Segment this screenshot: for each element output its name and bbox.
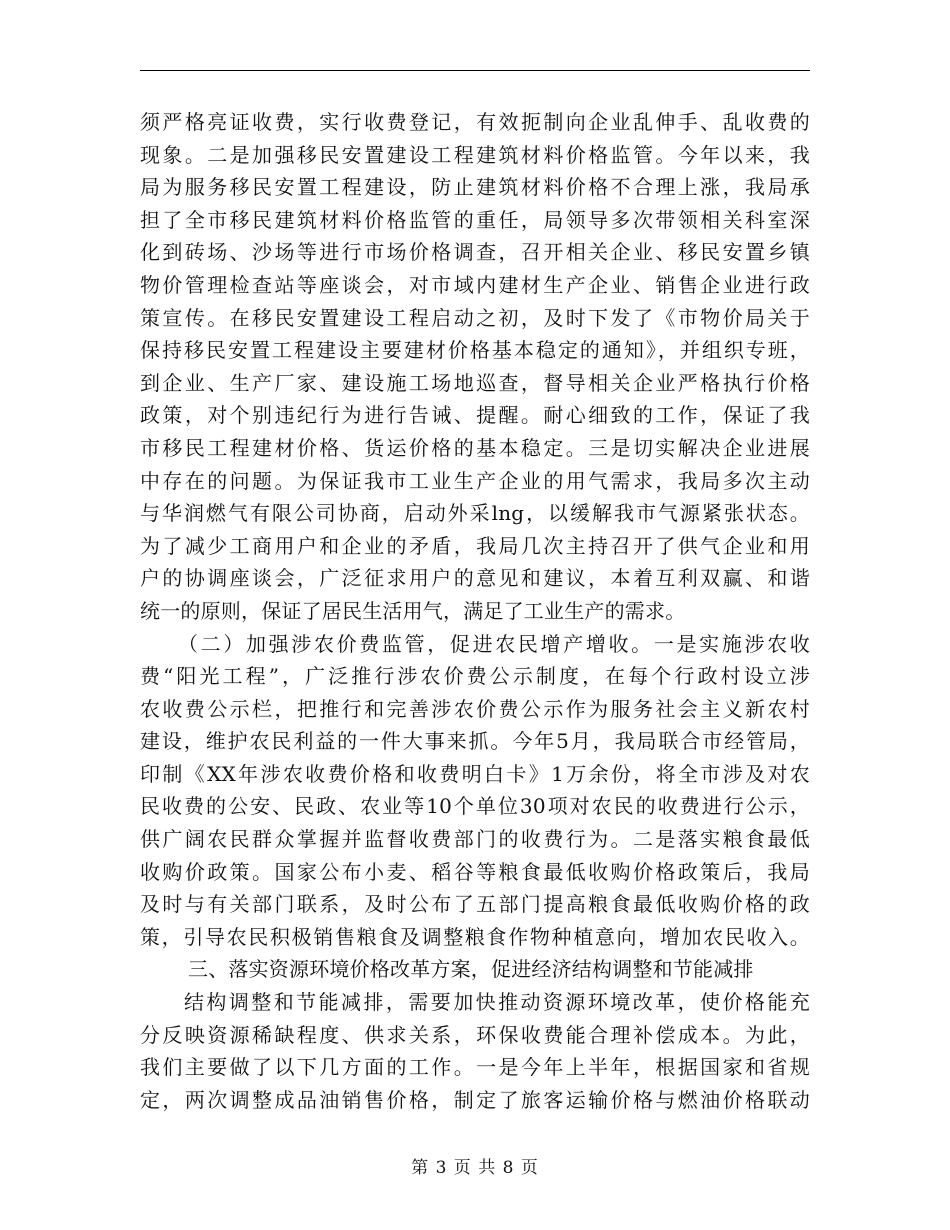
text-line: 农收费公示栏，把推行和完善涉农价费公示作为服务社会主义新农村: [140, 696, 810, 721]
text-line: 现象。二是加强移民安置建设工程建筑材料价格监管。今年以来，我: [140, 142, 810, 167]
text-line: 为了减少工商用户和企业的矛盾，我局几次主持召开了供气企业和用: [140, 533, 810, 558]
page-number-footer: 第 3 页 共 8 页: [411, 1158, 539, 1178]
text-line: 定，两次调整成品油销售价格，制定了旅客运输价格与燃油价格联动: [140, 1087, 810, 1112]
text-line: 担了全市移民建筑材料价格监管的重任，局领导多次带领相关科室深: [140, 207, 810, 232]
text-line: 市移民工程建材价格、货运价格的基本稳定。三是切实解决企业进展: [140, 435, 810, 460]
text-line: 化到砖场、沙场等进行市场价格调查，召开相关企业、移民安置乡镇: [140, 240, 810, 265]
text-line: 收购价政策。国家公布小麦、稻谷等粮食最低收购价格政策后，我局: [140, 859, 810, 884]
text-line: 策宣传。在移民安置建设工程启动之初，及时下发了《市物价局关于: [140, 305, 810, 330]
text-line: 中存在的问题。为保证我市工业生产企业的用气需求，我局多次主动: [140, 468, 810, 493]
document-body: [140, 106, 810, 1116]
text-line: 费“阳光工程”，广泛推行涉农价费公示制度，在每个行政村设立涉: [140, 664, 810, 689]
text-line: 印制《XX年涉农收费价格和收费明白卡》1万余份，将全市涉及对农: [140, 761, 810, 786]
text-line: 须严格亮证收费，实行收费登记，有效扼制向企业乱伸手、乱收费的: [140, 110, 810, 134]
text-line: 民收费的公安、民政、农业等10个单位30项对农民的收费进行公示，: [140, 794, 810, 819]
text-line: 与华润燃气有限公司协商，启动外采lng，以缓解我市气源紧张状态。: [140, 501, 810, 526]
text-line: 策，引导农民积极销售粮食及调整粮食作物种植意向，增加农民收入。: [140, 924, 810, 949]
text-line: 局为服务移民安置工程建设，防止建筑材料价格不合理上涨，我局承: [140, 175, 810, 200]
paragraph-first-line: （二）加强涉农价费监管，促进农民增产增收。一是实施涉农收: [178, 631, 810, 656]
text-line: 供广阔农民群众掌握并监督收费部门的收费行为。二是落实粮食最低: [140, 827, 810, 852]
text-line: 分反映资源稀缺程度、供求关系，环保收费能合理补偿成本。为此，: [140, 1022, 810, 1047]
text-line: 户的协调座谈会，广泛征求用户的意见和建议，本着互利双赢、和谐: [140, 566, 810, 591]
header-rule: [140, 70, 810, 71]
text-line: 保持移民安置工程建设主要建材价格基本稳定的通知》，并组织专班，: [140, 338, 810, 363]
text-line: 我们主要做了以下几方面的工作。一是今年上半年，根据国家和省规: [140, 1055, 810, 1080]
text-line: 物价管理检查站等座谈会，对市域内建材生产企业、销售企业进行政: [140, 272, 810, 297]
section-heading: 三、落实资源环境价格改革方案，促进经济结构调整和节能减排: [188, 957, 754, 982]
text-line: 到企业、生产厂家、建设施工场地巡查，督导相关企业严格执行价格: [140, 370, 810, 395]
text-line: 及时与有关部门联系，及时公布了五部门提高粮食最低收购价格的政: [140, 892, 810, 917]
text-line: 政策，对个别违纪行为进行告诫、提醒。耐心细致的工作，保证了我: [140, 403, 810, 428]
text-line: 建设，维护农民利益的一件大事来抓。今年5月，我局联合市经管局，: [140, 729, 810, 754]
paragraph-first-line: 结构调整和节能减排，需要加快推动资源环境改革，使价格能充: [184, 990, 810, 1015]
text-line: 统一的原则，保证了居民生活用气，满足了工业生产的需求。: [140, 598, 686, 623]
